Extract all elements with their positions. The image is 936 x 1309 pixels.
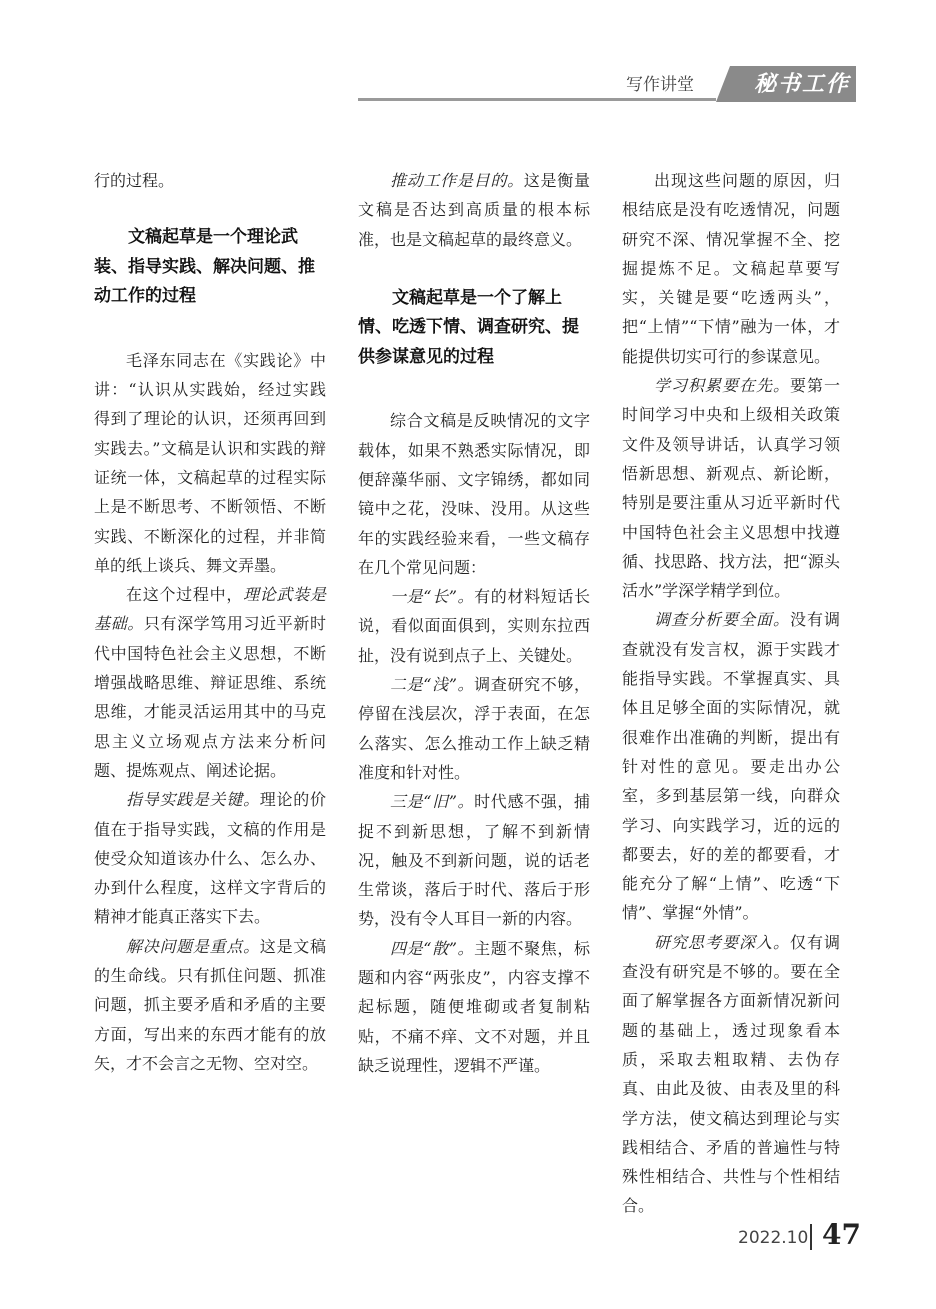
paragraph: 在这个过程中，理论武装是基础。只有深学笃用习近平新时代中国特色社会主义思想，不断增强战略思维、辩证思维、系统思维，才能灵活运用其中的马克思主义立场观点方法来分析问题、提炼观点、阐述论据。 [94, 585, 326, 780]
paragraph: 研究思考要深入。仅有调查没有研究是不够的。要在全面了解掌握各方面新情况新问题的基础上，透过现象看本质，采取去粗取精、去伪存真、由此及彼、由表及里的科学方法，使文稿达到理论与实践相结合、矛盾的普遍性与特殊性相结合、共性与个性相结合。 [622, 932, 840, 1216]
section-heading: 文稿起草是一个理论武装、指导实践、解决问题、推动工作的过程 [94, 227, 315, 307]
paragraph: 调查分析要全面。没有调查就没有发言权，源于实践才能指导实践。不掌握真实、具体且足够全面的实际情况，就很难作出准确的判断，提出有针对性的意见。要走出办公室，多到基层第一线，向群众学习、向实践学习，近的远的都要去，好的差的都要看，才能充分了解“上情”、吃透“下情”、掌握“外情”。 [622, 610, 840, 923]
column-middle [358, 166, 590, 1080]
header-rule [358, 98, 716, 101]
paragraph: 三是“旧”。时代感不强，捕捉不到新思想，了解不到新情况，触及不到新问题，说的话老生常谈，落后于时代、落后于形势，没有令人耳目一新的内容。 [358, 792, 590, 929]
paragraph: 出现这些问题的原因，归根结底是没有吃透情况，问题研究不深、情况掌握不全、挖掘提炼不足。文稿起草要写实，关键是要“吃透两头”，把“上情”“下情”融为一体，才能提供切实可行的参谋意见。 [622, 171, 840, 366]
paragraph: 一是“长”。有的材料短话长说，看似面面俱到，实则东拉西扯，没有说到点子上、关键处。 [358, 587, 590, 665]
paragraph: 推动工作是目的。这是衡量文稿是否达到高质量的根本标准，也是文稿起草的最终意义。 [358, 171, 590, 249]
column-left [94, 166, 326, 1078]
paragraph: 解决问题是重点。这是文稿的生命线。只有抓住问题、抓准问题，抓主要矛盾和矛盾的主要方面，写出来的东西才能有的放矢，才不会言之无物、空对空。 [94, 936, 326, 1073]
paragraph: 学习积累要在先。要第一时间学习中央和上级相关政策文件及领导讲话，认真学习领悟新思想、新观点、新论断，特别是要注重从习近平新时代中国特色社会主义思想中找遵循、找思路、找方法，把“源头活水”学深学精学到位。 [622, 376, 840, 601]
page-number: 47 [822, 1218, 861, 1251]
paragraph: 四是“散”。主题不聚焦，标题和内容“两张皮”，内容支撑不起标题，随便堆砌或者复制粘贴，不痛不痒、文不对题，并且缺乏说理性，逻辑不严谨。 [358, 938, 590, 1075]
brand-logo: 秘书工作 [754, 71, 851, 97]
footer-divider [810, 1224, 812, 1250]
issue-date: 2022.10 [738, 1228, 809, 1248]
section-heading: 文稿起草是一个了解上情、吃透下情、调查研究、提供参谋意见的过程 [358, 287, 579, 367]
paragraph: 二是“浅”。调查研究不够，停留在浅层次，浮于表面，在怎么落实、怎么推动工作上缺乏精准度和针对性。 [358, 675, 590, 782]
paragraph: 毛泽东同志在《实践论》中讲：“认识从实践始，经过实践得到了理论的认识，还须再回到实践去。”文稿是认识和实践的辩证统一体，文稿起草的过程实际上是不断思考、不断领悟、不断实践、不断深化的过程，并非简单的纸上谈兵、舞文弄墨。 [94, 350, 326, 575]
section-label: 写作讲堂 [626, 75, 694, 95]
paragraph: 综合文稿是反映情况的文字载体，如果不熟悉实际情况，即便辞藻华丽、文字锦绣，都如同镜中之花，没味、没用。从这些年的实践经验来看，一些文稿存在几个常见问题： [358, 411, 590, 577]
paragraph-continued: 行的过程。 [94, 171, 175, 190]
column-right [622, 166, 840, 1221]
paragraph: 指导实践是关键。理论的价值在于指导实践，文稿的作用是使受众知道该办什么、怎么办、办到什么程度，这样文字背后的精神才能真正落实下去。 [94, 790, 326, 927]
